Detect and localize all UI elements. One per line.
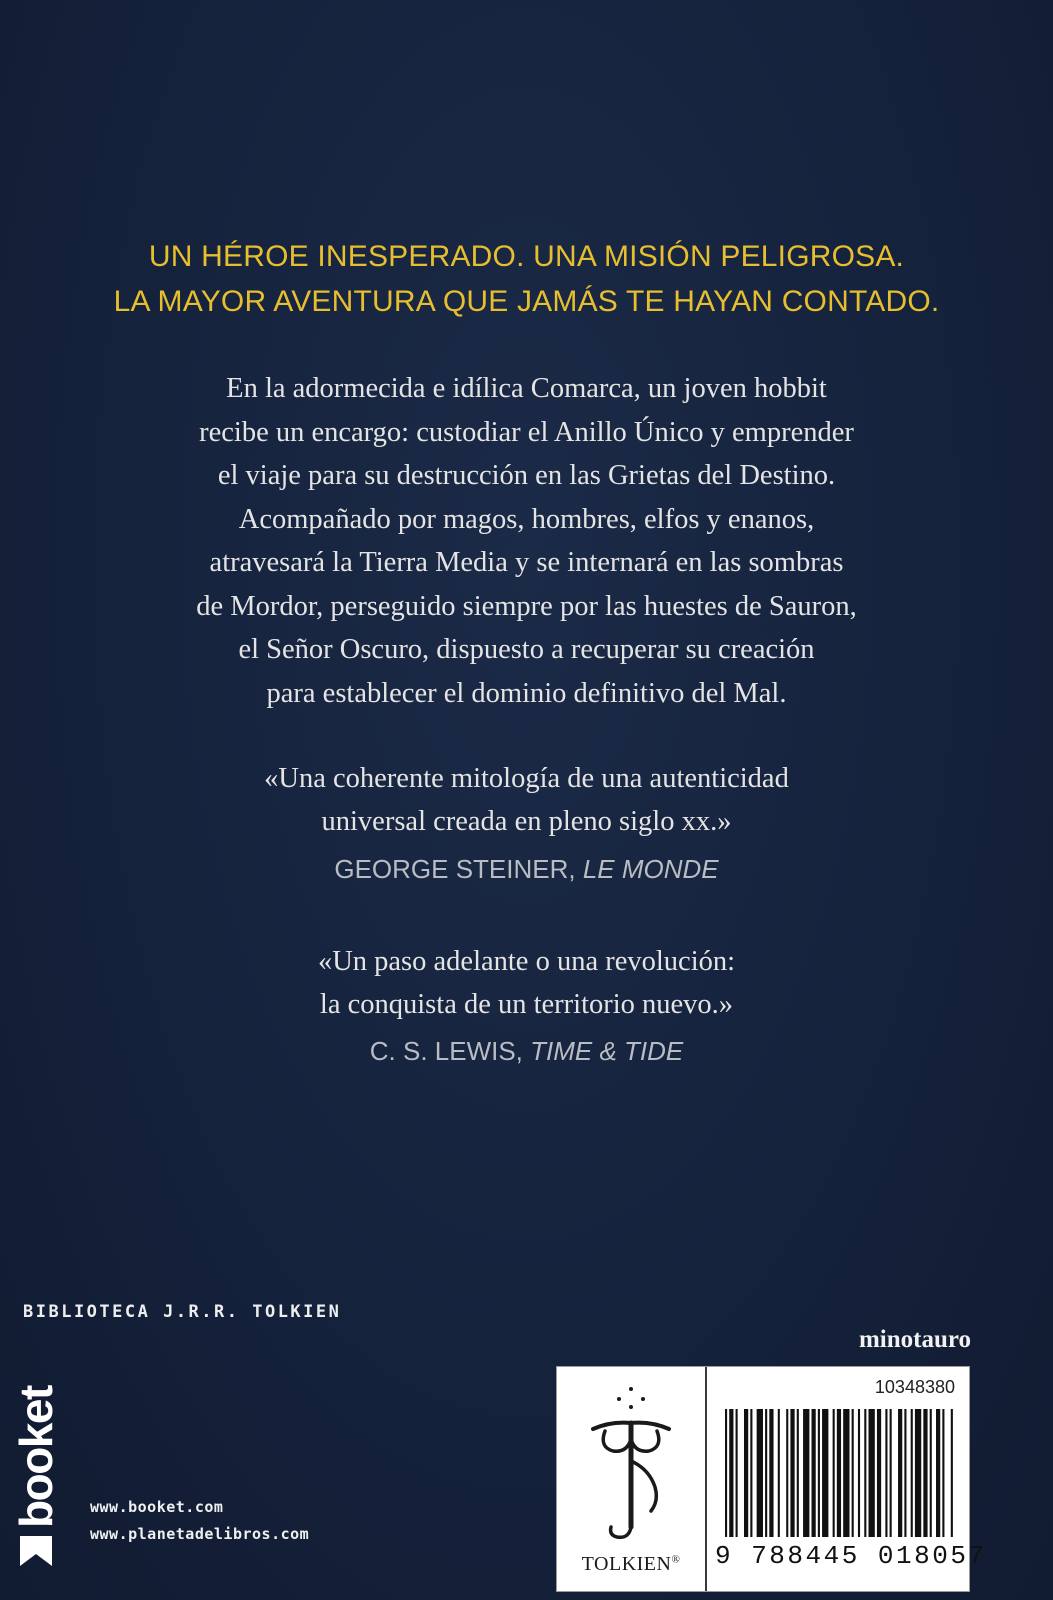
monogram-cell xyxy=(557,1367,707,1591)
isbn-number: 9 788445 018057 xyxy=(715,1541,987,1571)
quote-author: GEORGE STEINER, xyxy=(334,854,583,884)
tagline-line-1: UN HÉROE INESPERADO. UNA MISIÓN PELIGROSA. xyxy=(148,240,905,273)
barcode-label xyxy=(556,1366,987,1592)
synopsis-paragraph xyxy=(60,367,993,715)
svg-text:booket: booket xyxy=(10,1386,62,1528)
synopsis-line: el viaje para su destrucción en las Grietas del Destino. xyxy=(217,460,836,491)
review-quote-2 xyxy=(60,940,993,1026)
synopsis-line: Acompañado por magos, hombres, elfos y enanos, xyxy=(238,503,815,535)
quote-source: LE MONDE xyxy=(582,854,719,884)
quote-line: universal creada en pleno siglo xx.» xyxy=(321,806,732,837)
reference-code: 10348380 xyxy=(874,1377,955,1397)
quote-line: «Una coherente mitología de una autenticidad xyxy=(264,763,789,794)
tagline-line-2: LA MAYOR AVENTURA QUE JAMÁS TE HAYAN CONTADO. xyxy=(113,285,940,318)
tolkien-brand: TOLKIEN® xyxy=(581,1553,681,1575)
website-link[interactable]: www.booket.com xyxy=(90,1498,224,1516)
quote-line: «Un paso adelante o una revolución: xyxy=(317,946,736,977)
quote-attribution-2 xyxy=(0,1036,1053,1067)
tolkien-monogram-icon xyxy=(575,1377,687,1547)
synopsis-line: el Señor Oscuro, dispuesto a recuperar su creación xyxy=(238,634,815,665)
series-name: BIBLIOTECA J.R.R. TOLKIEN xyxy=(23,1302,342,1322)
quote-line: la conquista de un territorio nuevo.» xyxy=(319,989,734,1020)
barcode-icon xyxy=(725,1409,955,1537)
synopsis-line: En la adormecida e idílica Comarca, un joven hobbit xyxy=(226,373,827,404)
synopsis-line: de Mordor, perseguido siempre por las huestes de Sauron, xyxy=(196,590,857,622)
review-quote-1 xyxy=(60,757,993,843)
quote-attribution-1 xyxy=(0,854,1053,885)
publisher-websites xyxy=(90,1494,309,1548)
publisher-name: minotauro xyxy=(858,1326,971,1353)
synopsis-line: atravesará la Tierra Media y se internará en las sombras xyxy=(209,547,844,578)
booket-logo-icon xyxy=(8,1378,68,1568)
website-link[interactable]: www.planetadelibros.com xyxy=(90,1525,310,1543)
synopsis-line: para establecer el dominio definitivo del Mal. xyxy=(266,677,787,709)
quote-source: TIME & TIDE xyxy=(530,1036,684,1066)
quote-author: C. S. LEWIS, xyxy=(369,1036,531,1066)
synopsis-line: recibe un encargo: custodiar el Anillo Único y emprender xyxy=(199,416,854,448)
